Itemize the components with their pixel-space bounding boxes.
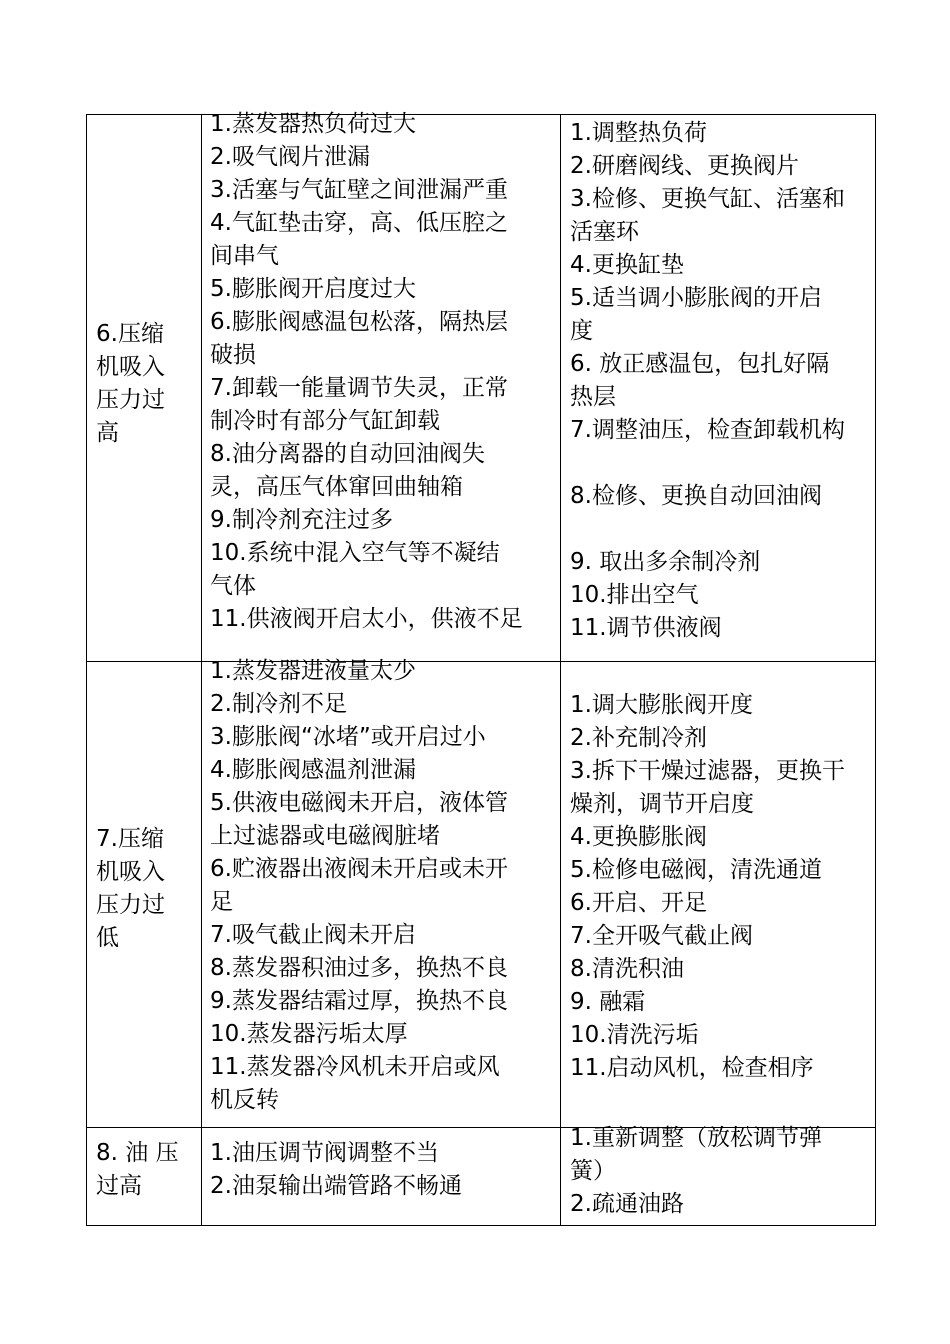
cause-line: 10.蒸发器污垢太厚 [210, 1021, 408, 1047]
fix-line: 热层 [570, 384, 616, 410]
table-border-left [86, 114, 87, 1226]
table-border-right [875, 114, 876, 1226]
fix-line: 簧） [570, 1158, 616, 1184]
category-line: 高 [96, 420, 119, 446]
cause-line: 足 [210, 889, 233, 915]
column-divider [560, 114, 561, 1226]
troubleshooting-table [86, 111, 876, 1226]
fix-line: 3.拆下干燥过滤器，更换干 [570, 758, 845, 784]
cause-line: 气体 [210, 573, 256, 599]
cause-line: 机反转 [210, 1087, 279, 1113]
cause-line: 5.供液电磁阀未开启，液体管 [210, 790, 508, 816]
row-8-causes [210, 1137, 556, 1207]
cause-line: 6.膨胀阀感温包松落，隔热层 [210, 309, 508, 335]
category-line: 8. 油 压 [96, 1140, 179, 1166]
row-6-category [96, 318, 200, 458]
cause-line: 2.制冷剂不足 [210, 691, 347, 717]
cause-line: 1.蒸发器进液量太少 [210, 658, 416, 684]
cause-line: 10.系统中混入空气等不凝结 [210, 540, 500, 566]
fix-line: 4.更换缸垫 [570, 252, 684, 278]
row-8-category [96, 1137, 200, 1207]
fix-line: 11.调节供液阀 [570, 615, 722, 641]
cause-line: 9.蒸发器结霜过厚，换热不良 [210, 988, 508, 1014]
cause-line: 6.贮液器出液阀未开启或未开 [210, 856, 508, 882]
cause-line: 破损 [210, 342, 256, 368]
fix-line: 6. 放正感温包，包扎好隔 [570, 351, 830, 377]
cause-line: 8.油分离器的自动回油阀失 [210, 441, 485, 467]
row-8-fixes [570, 1122, 872, 1222]
category-line: 压力过 [96, 387, 165, 413]
fix-line: 7.全开吸气截止阀 [570, 923, 753, 949]
fix-line: 度 [570, 318, 593, 344]
cause-line: 1.蒸发器热负荷过大 [210, 111, 416, 137]
cause-line: 7.卸载一能量调节失灵，正常 [210, 375, 508, 401]
fix-line: 2.研磨阀线、更换阀片 [570, 153, 799, 179]
category-line: 压力过 [96, 892, 165, 918]
cause-line: 上过滤器或电磁阀脏堵 [210, 823, 440, 849]
category-line: 过高 [96, 1173, 142, 1199]
cause-line: 间串气 [210, 243, 279, 269]
fix-line: 8.检修、更换自动回油阀 [570, 483, 822, 509]
cause-line: 2.吸气阀片泄漏 [210, 144, 370, 170]
fix-line: 10.排出空气 [570, 582, 699, 608]
cause-line: 制冷时有部分气缸卸载 [210, 408, 440, 434]
cause-line: 11.供液阀开启太小，供液不足 [210, 606, 523, 632]
cause-line: 3.活塞与气缸壁之间泄漏严重 [210, 177, 508, 203]
fix-line: 7.调整油压，检查卸载机构 [570, 417, 845, 443]
fix-line: 11.启动风机，检查相序 [570, 1055, 814, 1081]
table-border-bottom [86, 1225, 876, 1226]
cause-line: 灵，高压气体窜回曲轴箱 [210, 474, 463, 500]
fix-line: 1.调大膨胀阀开度 [570, 692, 753, 718]
cause-line: 7.吸气截止阀未开启 [210, 922, 416, 948]
fix-line: 8.清洗积油 [570, 956, 684, 982]
fix-line: 1.调整热负荷 [570, 120, 707, 146]
category-line: 6.压缩 [96, 321, 164, 347]
cause-line: 11.蒸发器冷风机未开启或风 [210, 1054, 500, 1080]
row-7-fixes [570, 689, 872, 1099]
cause-line: 1.油压调节阀调整不当 [210, 1140, 439, 1166]
fix-line: 9. 融霜 [570, 989, 646, 1015]
row-7-category [96, 823, 200, 963]
fix-line: 6.开启、开足 [570, 890, 707, 916]
cause-line: 5.膨胀阀开启度过大 [210, 276, 416, 302]
cause-line: 2.油泵输出端管路不畅通 [210, 1173, 462, 1199]
category-line: 机吸入 [96, 354, 165, 380]
cause-line: 9.制冷剂充注过多 [210, 507, 393, 533]
fix-line: 5.检修电磁阀，清洗通道 [570, 857, 822, 883]
cause-line: 4.气缸垫击穿，高、低压腔之 [210, 210, 508, 236]
fix-line: 3.检修、更换气缸、活塞和 [570, 186, 845, 212]
row-7-causes [210, 655, 556, 1123]
row-6-causes [210, 108, 556, 648]
cause-line: 8.蒸发器积油过多，换热不良 [210, 955, 508, 981]
category-line: 机吸入 [96, 859, 165, 885]
fix-line: 2.补充制冷剂 [570, 725, 707, 751]
category-line: 低 [96, 925, 119, 951]
fix-line: 10.清洗污垢 [570, 1022, 699, 1048]
column-divider [201, 114, 202, 1226]
category-line: 7.压缩 [96, 826, 164, 852]
fix-line: 4.更换膨胀阀 [570, 824, 707, 850]
fix-line: 1.重新调整（放松调节弹 [570, 1125, 822, 1151]
cause-line: 3.膨胀阀“冰堵”或开启过小 [210, 724, 486, 750]
fix-line: 活塞环 [570, 219, 639, 245]
row-6-fixes [570, 117, 872, 657]
cause-line: 4.膨胀阀感温剂泄漏 [210, 757, 416, 783]
fix-line: 燥剂，调节开启度 [570, 791, 754, 817]
fix-line: 9. 取出多余制冷剂 [570, 549, 761, 575]
fix-line: 5.适当调小膨胀阀的开启 [570, 285, 822, 311]
fix-line: 2.疏通油路 [570, 1191, 684, 1217]
